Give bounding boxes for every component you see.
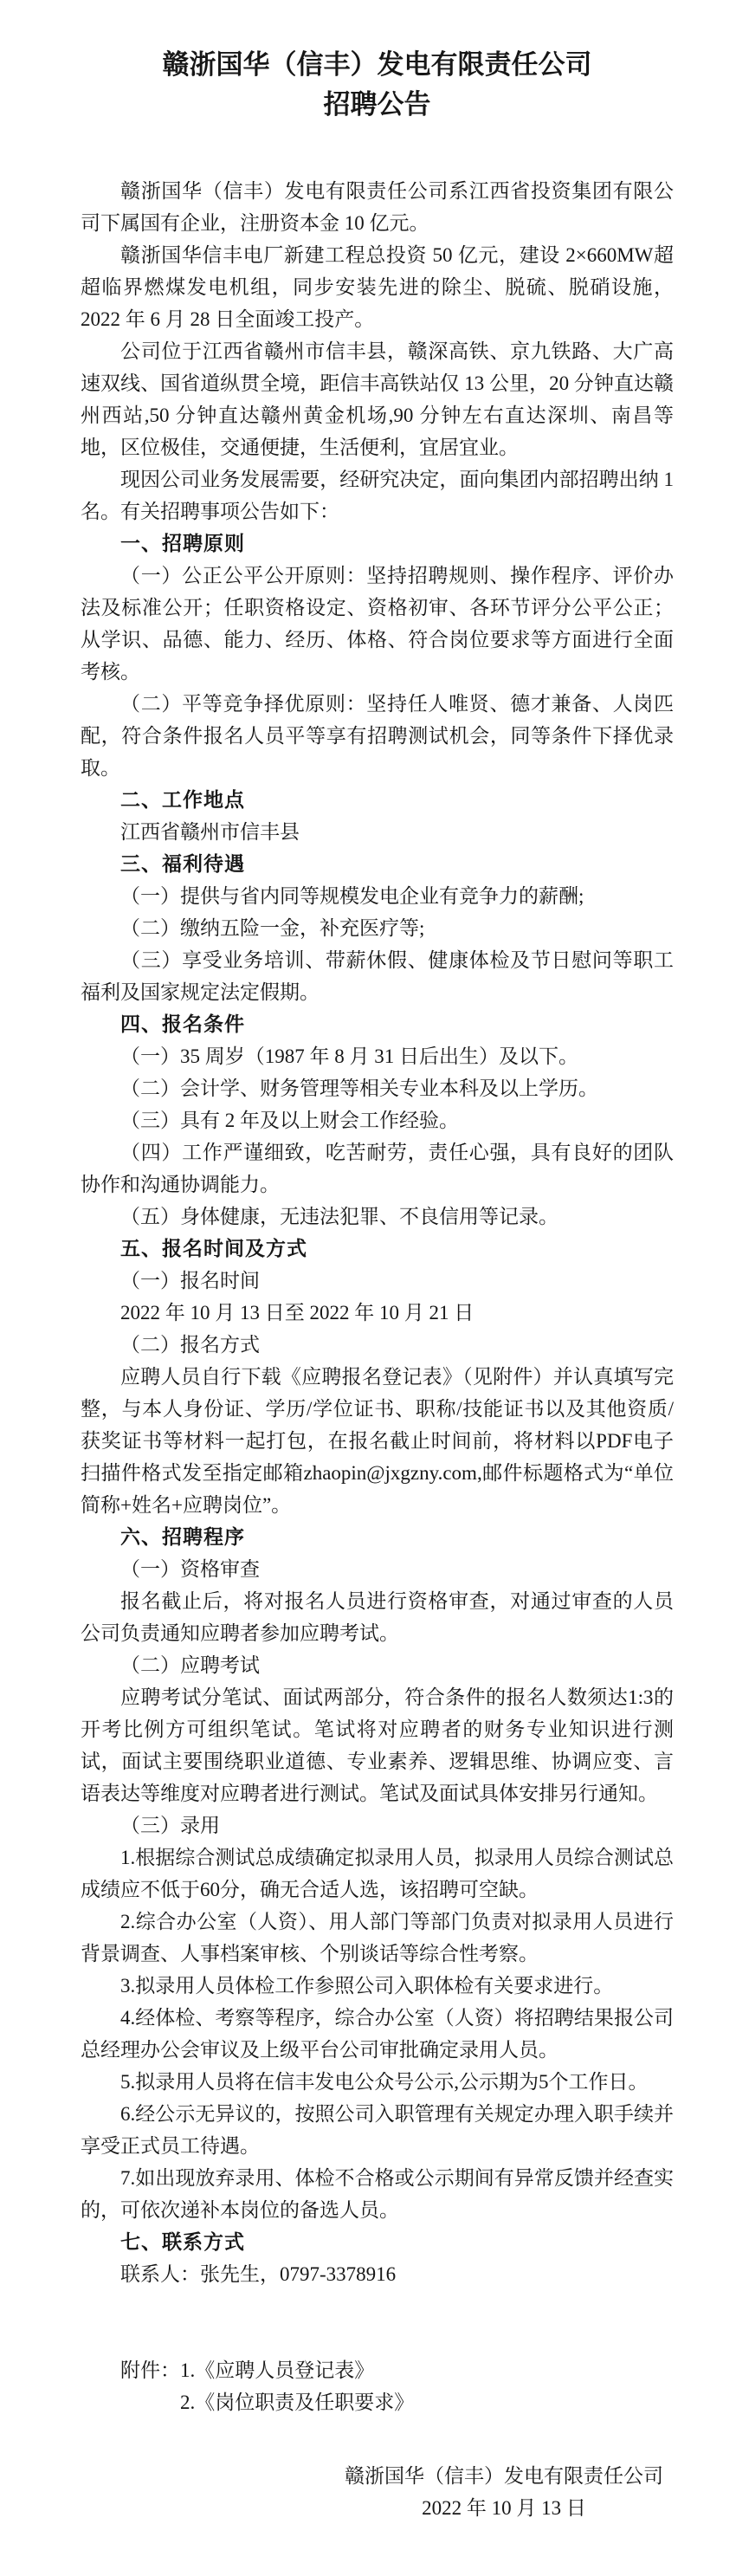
attachments-block [81,2354,674,2418]
section-heading-2: 二、工作地点 [120,788,245,811]
intro-paragraph-3: 公司位于江西省赣州市信丰县，赣深高铁、京九铁路、大广高速双线、国省道纵贯全境，距信丰高铁站仅 13 公里，20 分钟直达赣州西站,50 分钟直达赣州黄金机场,90 分钟左右直达深圳、南昌等地，区位极佳，交通便捷，生活便利，宜居宜业。 [81,340,674,458]
paragraph: （四）工作严谨细致，吃苦耐劳，责任心强，具有良好的团队协作和沟通协调能力。 [81,1142,674,1195]
numbered-item: 3.拟录用人员体检工作参照公司入职体检有关要求进行。 [120,1975,614,1997]
attachments-line-1 [81,2354,674,2386]
numbered-item: 5.拟录用人员将在信丰发电公众号公示,公示期为5个工作日。 [120,2071,649,2093]
paragraph: 应聘考试分笔试、面试两部分，符合条件的报名人数须达1:3的开考比例方可组织笔试。笔试将对应聘者的财务专业知识进行测试，面试主要围绕职业道德、专业素养、逻辑思维、协调应变、言语表达等维度对应聘者进行测试。笔试及面试具体安排另行通知。 [81,1686,674,1804]
section-heading-3: 三、福利待遇 [120,852,245,875]
numbered-item: 7.如出现放弃录用、体检不合格或公示期间有异常反馈并经查实的，可依次递补本岗位的备选人员。 [81,2167,674,2221]
intro-paragraph-1: 赣浙国华（信丰）发电有限责任公司系江西省投资集团有限公司下属国有企业，注册资本金 10 亿元。 [81,180,674,234]
attachment-item-2: 2.《岗位职责及任职要求》 [180,2392,415,2413]
signature-block [345,2460,663,2524]
paragraph: （二）会计学、财务管理等相关专业本科及以上学历。 [120,1078,598,1099]
intro-paragraph-4: 现因公司业务发展需要，经研究决定，面向集团内部招聘出纳 1 名。有关招聘事项公告如下： [81,469,674,522]
signature-company: 赣浙国华（信丰）发电有限责任公司 [345,2465,663,2487]
numbered-item: 6.经公示无异议的，按照公司入职管理有关规定办理入职手续并享受正式员工待遇。 [81,2103,674,2157]
paragraph: 江西省赣州市信丰县 [120,821,300,843]
section-heading-1: 一、招聘原则 [120,532,245,554]
paragraph: （一）公正公平公开原则：坚持招聘规则、操作程序、评价办法及标准公开；任职资格设定、资格初审、各环节评分公平公正；从学识、品德、能力、经历、体格、符合岗位要求等方面进行全面考核。 [81,565,674,683]
sub-heading: （二）报名方式 [120,1334,260,1356]
title-line-2: 招聘公告 [323,89,431,120]
section-heading-5: 五、报名时间及方式 [120,1237,307,1259]
document-title [81,45,674,125]
attachment-item-1: 1.《应聘人员登记表》 [180,2359,375,2381]
section-heading-7: 七、联系方式 [120,2230,245,2253]
sub-heading: （一）报名时间 [120,1270,260,1291]
paragraph: （一）35 周岁（1987 年 8 月 31 日后出生）及以下。 [120,1045,578,1067]
sub-heading: （二）应聘考试 [120,1654,260,1676]
signature-date: 2022 年 10 月 13 日 [422,2497,586,2519]
title-line-1: 赣浙国华（信丰）发电有限责任公司 [162,49,592,80]
paragraph: （一）提供与省内同等规模发电企业有竞争力的薪酬; [120,885,584,907]
paragraph: 应聘人员自行下载《应聘报名登记表》（见附件）并认真填写完整，与本人身份证、学历/学位证书、职称/技能证书以及其他资质/获奖证书等材料一起打包，在报名截止时间前，将材料以PDF电子扫描件格式发至指定邮箱zhaopin@jxgzny.com,邮件标题格式为“单位简称+姓名+应聘岗位”。 [81,1366,674,1516]
section-heading-6: 六、招聘程序 [120,1525,245,1548]
sub-heading: （一）资格审查 [120,1558,260,1580]
paragraph: 2022 年 10 月 13 日至 2022 年 10 月 21 日 [120,1302,475,1324]
paragraph: （三）具有 2 年及以上财会工作经验。 [120,1110,459,1131]
paragraph: （五）身体健康，无违法犯罪、不良信用等记录。 [120,1206,558,1227]
numbered-item: 2.综合办公室（人资）、用人部门等部门负责对拟录用人员进行背景调查、人事档案审核、个别谈话等综合性考察。 [81,1911,674,1964]
intro-paragraph-2: 赣浙国华信丰电厂新建工程总投资 50 亿元，建设 2×660MW超超临界燃煤发电机组，同步安装先进的除尘、脱硫、脱硝设施，2022 年 6 月 28 日全面竣工投产。 [81,244,674,330]
section-heading-4: 四、报名条件 [120,1013,245,1035]
sub-heading: （三）录用 [120,1815,220,1836]
paragraph: （三）享受业务培训、带薪休假、健康体检及节日慰问等职工福利及国家规定法定假期。 [81,949,674,1003]
contact-line: 联系人：张先生，0797-3378916 [120,2263,397,2285]
numbered-item: 4.经体检、考察等程序，综合办公室（人资）将招聘结果报公司总经理办公会审议及上级平台公司审批确定录用人员。 [81,2007,674,2061]
paragraph: 报名截止后，将对报名人员进行资格审查，对通过审查的人员公司负责通知应聘者参加应聘考试。 [81,1590,674,1644]
attachments-label: 附件： [120,2359,180,2381]
numbered-item: 1.根据综合测试总成绩确定拟录用人员，拟录用人员综合测试总成绩应不低于60分，确无合适人选，该招聘可空缺。 [81,1847,674,1900]
paragraph: （二）缴纳五险一金，补充医疗等; [120,917,425,939]
paragraph: （二）平等竞争择优原则：坚持任人唯贤、德才兼备、人岗匹配，符合条件报名人员平等享有招聘测试机会，同等条件下择优录取。 [81,693,674,779]
